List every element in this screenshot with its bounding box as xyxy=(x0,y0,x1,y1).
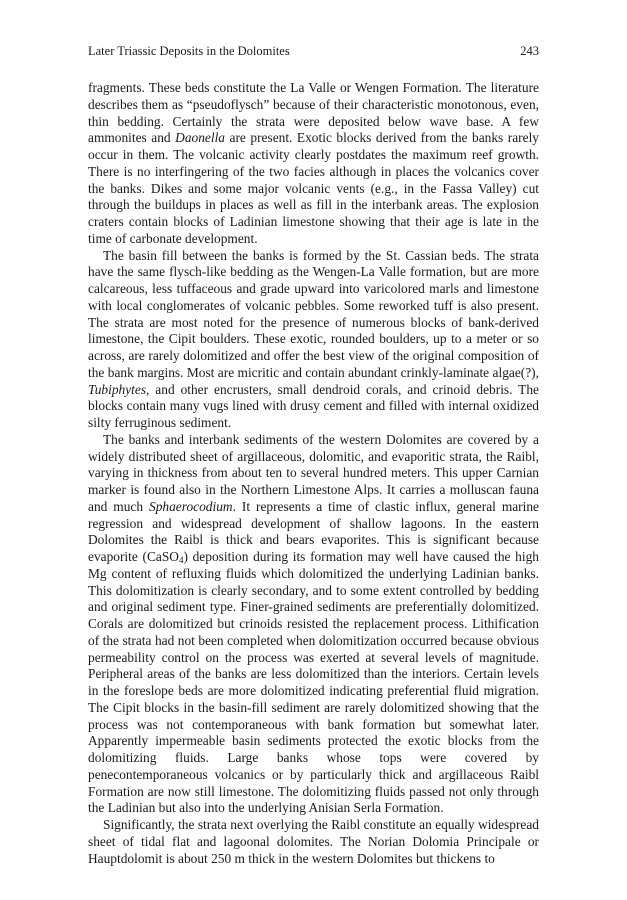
subscript: 4 xyxy=(178,555,184,565)
italic-term: Daonella xyxy=(175,130,225,146)
page-number: 243 xyxy=(520,44,539,58)
text-run: The basin fill between the banks is formed by the St. Cassian beds. The strata have the same flysch-like bedding as the Wengen-La Valle formation, but are more calcareous, less tuffaceous and grade upward into varicolored marls and limestone with local conglomerates of volcanic pebbles. Some reworked tuff is also present. The strata are most noted for the presence of numerous blocks of bank-derived limestone, the Cipit boulders. These exotic, rounded boulders, up to a meter or so across, are rarely dolomitized and offer the best view of the original composition of the bank margins. Most are micritic and contain abundant crinkly-laminate algae(?), xyxy=(88,247,539,380)
text-run: are present. Exotic blocks derived from the banks rarely occur in them. The volcanic activity clearly postdates the maximum reef growth. There is no interfingering of the two facies although in places the volcanics cover the banks. Dikes and some major volcanic vents (e.g., in the Fassa Valley) cut through the buildups in places as well as fill in the interbank areas. The explosion craters contain blocks of Ladinian limestone showing that their age is late in the time of carbonate development. xyxy=(88,130,539,246)
text-run: ) deposition during its formation may well have caused the high Mg content of refluxing fluids which dolomitized the underlying Ladinian banks. This dolomitization is clearly secondary, and to some extent controlled by bedding and original sediment type. Finer-grained sediments are preferentially dolomitized. Corals are dolomitized but crinoids resisted the replacement process. Lithification of the strata had not been completed when dolomitization occurred because obvious permeability control on the process was exerted at several levels of magnitude. Peripheral areas of the banks are less dolomitized than the interiors. Certain levels in the foreslope beds are more dolomitized indicating preferential fluid migration. The Cipit blocks in the basin-fill sediment are rarely dolomitized showing that the process was not contemporaneous with bank formation but somewhat later. Apparently impermeable basin sediments protected the exotic blocks from the dolomitizing fluids. Large banks whose tops were covered by penecontemporaneous volcanics or by particularly thick and argillaceous Raibl Formation are now still limestone. The dolomitizing fluids passed not only through the Ladinian but also into the underlying Anisian Serla Formation. xyxy=(88,549,539,816)
text-run: fragments. These beds constitute the La Valle or Wengen Formation. The literature describes them as “pseudoflysch” because of their characteristic monotonous, even, thin bedding. Certainly the strata were deposited below wave base. A few ammonites and xyxy=(88,80,539,146)
paragraph-4 xyxy=(88,817,539,867)
paragraph-2 xyxy=(88,248,539,432)
paragraph-1 xyxy=(88,80,539,248)
text-run: Significantly, the strata next overlying the Raibl constitute an equally widespread sheet of tidal flat and lagoonal dolomites. The Norian Dolomia Principale or Hauptdolomit is about 250 m thick in the western Dolomites but thickens to xyxy=(88,817,539,866)
running-title: Later Triassic Deposits in the Dolomites xyxy=(88,44,290,58)
paragraph-3 xyxy=(88,432,539,817)
text-run: The banks and interbank sediments of the western Dolomites are covered by a widely distributed sheet of argillaceous, dolomitic, and evaporitic strata, the Raibl, varying in thickness from about ten to several hundred meters. This upper Carnian marker is found also in the Northern Limestone Alps. It carries a molluscan fauna and much xyxy=(88,431,539,514)
text-run: . It represents a time of clastic influx, general marine regression and widespread development of shallow lagoons. In the eastern Dolomites the Raibl is thick and bears evaporites. This is significant because evaporite (CaSO xyxy=(88,498,539,564)
italic-term: Tubiphytes xyxy=(88,381,147,397)
running-header xyxy=(88,44,539,62)
text-run: , and other encrusters, small dendroid corals, and crinoid debris. The blocks contain many vugs lined with drusy cement and filled with internal oxidized silty ferruginous sediment. xyxy=(88,381,539,430)
body-text xyxy=(88,80,539,867)
italic-term: Sphaerocodium xyxy=(149,498,233,514)
